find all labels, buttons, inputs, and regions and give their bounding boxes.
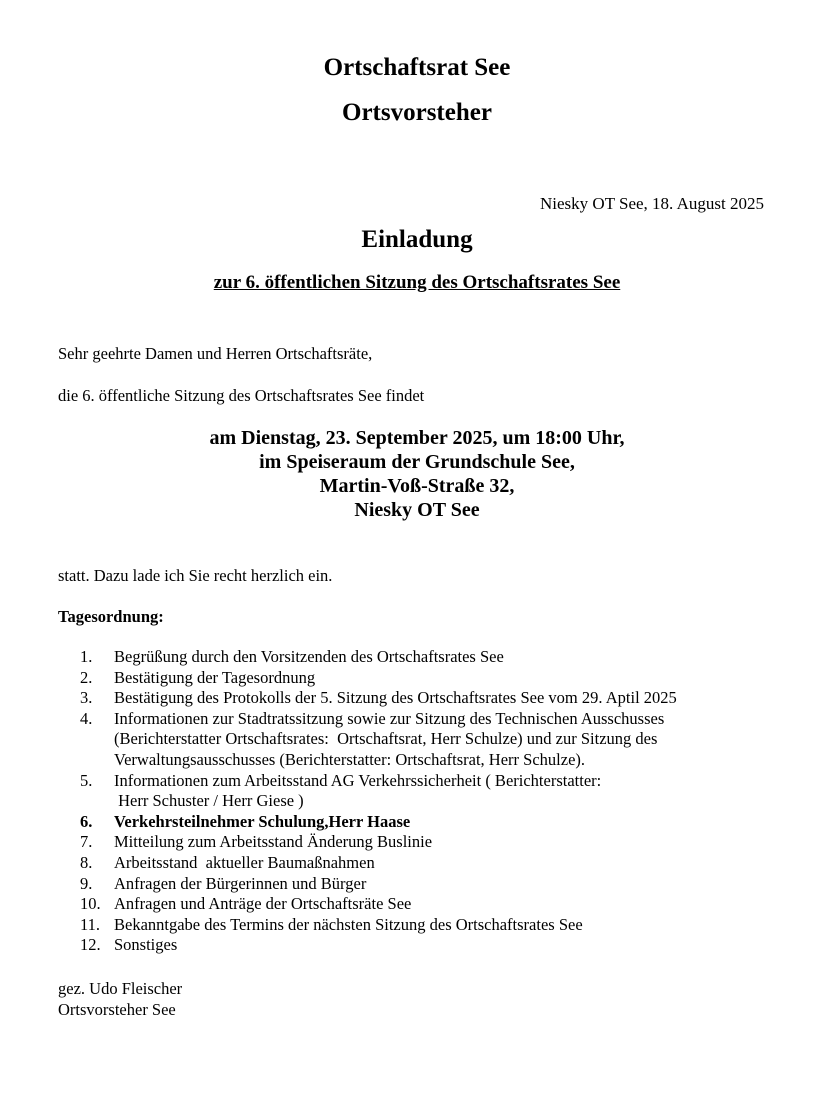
agenda-item (80, 688, 770, 709)
signature-title: Ortsvorsteher See (58, 1000, 176, 1019)
agenda-item (80, 935, 770, 956)
agenda-item-number: 7. (80, 832, 93, 852)
venue-street: Martin-Voß-Straße 32, (319, 475, 515, 497)
agenda-item-text: Arbeitsstand aktueller Baumaßnahmen (114, 852, 375, 872)
venue-date-time: am Dienstag, 23. September 2025, um 18:00 Uhr, (209, 427, 625, 449)
agenda-item-text: Informationen zur Stadtratssitzung sowie zur Sitzung des Technischen Ausschusses (Berichterstatter Ortschaftsrates: Ortschaftsrat, Herr Schulze) und zur Sitzung des Verwaltungsausschusses (Berichterstatter: Ortschaftsrat, Herr Schulze). (114, 708, 669, 769)
agenda-item (80, 874, 770, 895)
outro-text: statt. Dazu lade ich Sie recht herzlich ein. (58, 566, 333, 585)
document-title: Einladung (361, 226, 473, 253)
agenda-item-text: Mitteilung zum Arbeitsstand Änderung Buslinie (114, 832, 433, 852)
venue-block (0, 426, 834, 522)
agenda-item-text: Begrüßung durch den Vorsitzenden des Ortschaftsrates See (114, 647, 504, 666)
agenda-item-number: 3. (80, 688, 93, 708)
agenda-item-text: Informationen zum Arbeitsstand AG Verkehrssicherheit ( Berichterstatter: Herr Schuster / Herr Giese ) (114, 770, 602, 811)
agenda-item-text: Sonstiges (114, 935, 178, 955)
agenda-item (80, 853, 770, 874)
agenda-item-number: 2. (80, 667, 93, 687)
agenda-item-number: 1. (80, 647, 93, 666)
agenda-item-text: Bestätigung des Protokolls der 5. Sitzung des Ortschaftsrates See vom 29. Aptil 2025 (114, 688, 677, 708)
agenda-item (80, 812, 770, 833)
venue-city: Niesky OT See (354, 499, 480, 521)
agenda-item-text: Bestätigung der Tagesordnung (114, 667, 316, 687)
role-heading: Ortsvorsteher (342, 99, 492, 126)
agenda-item-text: Anfragen und Anträge der Ortschaftsräte See (114, 894, 412, 914)
agenda-heading: Tagesordnung: (58, 607, 164, 626)
agenda-item (80, 647, 770, 668)
document-subtitle: zur 6. öffentlichen Sitzung des Ortschaftsrates See (213, 272, 621, 293)
agenda-item-number: 5. (80, 770, 93, 790)
signature-name: gez. Udo Fleischer (58, 979, 183, 998)
agenda-item-number: 9. (80, 873, 93, 893)
agenda-item-number: 10. (80, 894, 101, 914)
greeting: Sehr geehrte Damen und Herren Ortschaftsräte, (58, 344, 373, 363)
agenda-item-number: 8. (80, 852, 93, 872)
agenda-item-number: 6. (80, 811, 93, 831)
agenda-item (80, 832, 770, 853)
venue-room: im Speiseraum der Grundschule See, (259, 451, 575, 473)
agenda-item-text: Bekanntgabe des Termins der nächsten Sitzung des Ortschaftsrates See (114, 914, 583, 934)
agenda-item-number: 12. (80, 935, 101, 955)
signature-block (58, 978, 182, 1020)
agenda-item (80, 894, 770, 915)
agenda-item (80, 915, 770, 936)
agenda-item-text: Anfragen der Bürgerinnen und Bürger (114, 873, 367, 893)
agenda-item-number: 11. (80, 914, 101, 934)
organization-heading: Ortschaftsrat See (323, 54, 511, 81)
agenda-item-number: 4. (80, 708, 93, 728)
agenda-item (80, 668, 770, 689)
agenda-item-text: Verkehrsteilnehmer Schulung,Herr Haase (114, 811, 411, 831)
agenda-item (80, 771, 770, 812)
intro-text: die 6. öffentliche Sitzung des Ortschaftsrates See findet (58, 386, 425, 405)
date-line: Niesky OT See, 18. August 2025 (540, 194, 764, 213)
agenda-item (80, 709, 770, 771)
agenda-list (80, 647, 770, 956)
